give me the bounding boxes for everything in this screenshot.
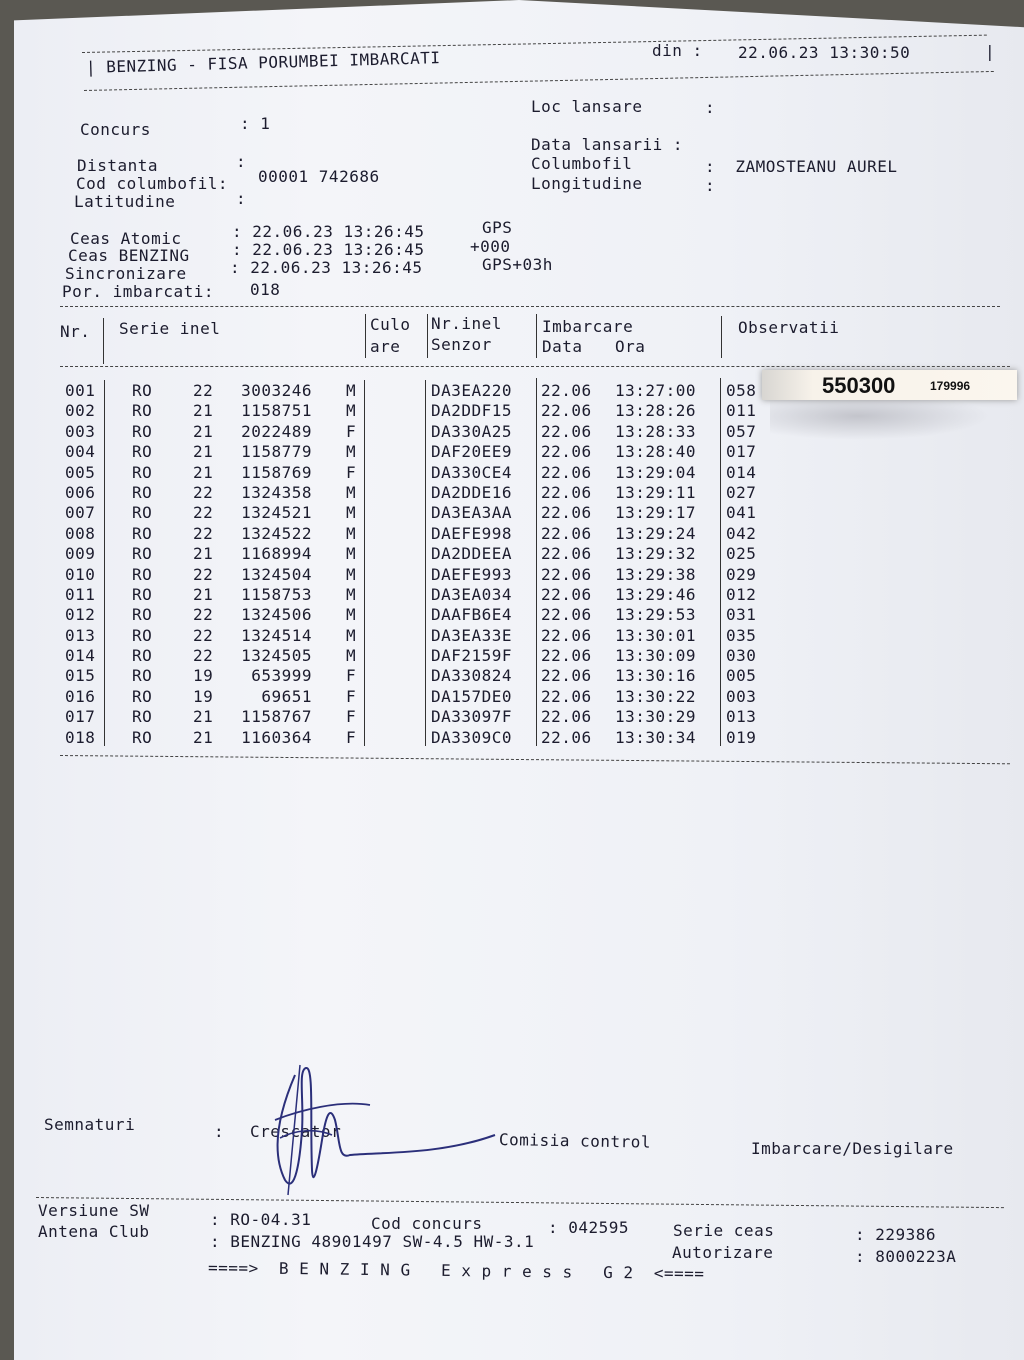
cell-ring-year: 22 (193, 564, 214, 584)
cell-basket-time: 13:30:29 (615, 707, 697, 727)
cell-sex: F (346, 727, 357, 747)
cell-sex: M (346, 523, 357, 543)
col-header-data: Data (542, 337, 583, 356)
cell-ring-year: 22 (193, 503, 214, 523)
cell-row-number: 016 (65, 686, 96, 706)
data-lansarii-label: Data lansarii : (531, 135, 683, 154)
concurs-value: : 1 (240, 114, 271, 133)
cell-basket-date: 22.06 (541, 523, 592, 543)
semnaturi-label: Semnaturi (44, 1115, 136, 1134)
cell-sex: M (346, 442, 357, 462)
sincronizare-extra: GPS+03h (482, 255, 553, 274)
ceas-atomic-value: : 22.06.23 13:26:45 (232, 222, 425, 241)
cod-columbofil-label: Cod columbofil: (76, 174, 228, 193)
cell-basket-date: 22.06 (541, 707, 592, 727)
cell-ring-number: 1158767 (241, 707, 312, 727)
autorizare-value: : 8000223A (855, 1247, 957, 1266)
cell-ring-number: 653999 (251, 666, 312, 686)
table-row (60, 728, 780, 748)
cell-row-number: 007 (65, 503, 96, 523)
ink-smudge (770, 400, 990, 440)
cell-row-number: 005 (65, 462, 96, 482)
cell-ring-country: RO (132, 523, 153, 543)
cell-basket-time: 13:29:46 (615, 584, 697, 604)
cell-basket-date: 22.06 (541, 727, 592, 747)
sincronizare-value: : 22.06.23 13:26:45 (230, 258, 423, 277)
cell-basket-time: 13:29:38 (615, 564, 697, 584)
antena-value: : BENZING 48901497 SW-4.5 HW-3.1 (210, 1232, 535, 1251)
cell-basket-date: 22.06 (541, 462, 592, 482)
versiune-label: Versiune SW (38, 1201, 150, 1220)
cell-sensor-ring: DAAFB6E4 (431, 605, 513, 625)
cell-ring-year: 21 (193, 707, 214, 727)
col-header-senzor: Senzor (431, 335, 492, 354)
cell-basket-time: 13:28:40 (615, 442, 697, 462)
cell-ring-year: 22 (193, 605, 214, 625)
columbofil-value: : ZAMOSTEANU AUREL (705, 157, 898, 176)
table-row (60, 483, 780, 503)
cell-basket-date: 22.06 (541, 401, 592, 421)
col-header-culoare-1: Culo (370, 315, 411, 334)
table-row (60, 524, 780, 544)
cell-basket-time: 13:29:04 (615, 462, 697, 482)
cell-basket-time: 13:29:17 (615, 503, 697, 523)
print-date: 22.06.23 13:30:50 (738, 43, 911, 62)
cell-ring-number: 1324504 (241, 564, 312, 584)
crescator-label: Crescator (250, 1122, 342, 1141)
cell-ring-country: RO (132, 381, 153, 400)
col-header-nr: Nr. (60, 322, 91, 341)
table-row (60, 707, 780, 727)
cell-sensor-ring: DA3EA034 (431, 584, 513, 604)
cell-sensor-ring: DA3309C0 (431, 727, 513, 747)
cell-row-number: 004 (65, 442, 96, 462)
cell-row-number: 017 (65, 707, 96, 727)
cell-ring-country: RO (132, 686, 153, 706)
cell-row-number: 015 (65, 666, 96, 686)
brand-line: ====> B E N Z I N G E x p r e s s G 2 <==== (207, 1258, 705, 1284)
cell-row-number: 010 (65, 564, 96, 584)
cell-basket-date: 22.06 (541, 584, 592, 604)
cell-ring-country: RO (132, 625, 153, 645)
cell-ring-year: 21 (193, 442, 214, 462)
cell-observation: 005 (726, 666, 757, 686)
cell-ring-year: 21 (193, 462, 214, 482)
cell-sensor-ring: DA330CE4 (431, 462, 513, 482)
table-row (60, 544, 780, 564)
table-row (60, 626, 780, 646)
table-row (60, 605, 780, 625)
cell-sex: M (346, 646, 357, 666)
cell-ring-year: 21 (193, 727, 214, 747)
col-divider (721, 316, 722, 358)
loc-lansare-label: Loc lansare (531, 97, 643, 116)
cod-concurs-value: : 042595 (548, 1218, 630, 1237)
cell-ring-year: 22 (193, 625, 214, 645)
cell-sensor-ring: DAF20EE9 (431, 442, 513, 462)
cell-ring-number: 1158751 (241, 401, 312, 421)
cell-ring-year: 19 (193, 666, 214, 686)
cell-basket-date: 22.06 (541, 686, 592, 706)
cod-concurs-label: Cod concurs (371, 1214, 483, 1233)
cell-basket-time: 13:29:24 (615, 523, 697, 543)
table-row (60, 401, 780, 421)
cell-basket-date: 22.06 (541, 605, 592, 625)
cell-ring-country: RO (132, 401, 153, 421)
cell-observation: 042 (726, 523, 757, 543)
cell-ring-number: 1160364 (241, 727, 312, 747)
cell-ring-year: 22 (193, 482, 214, 502)
table-row (60, 463, 780, 483)
cell-ring-number: 1324505 (241, 646, 312, 666)
longitudine-label: Longitudine (531, 174, 643, 193)
cell-sex: M (346, 564, 357, 584)
cell-observation: 058 (726, 381, 757, 400)
cell-observation: 003 (726, 686, 757, 706)
cell-ring-number: 1324358 (241, 482, 312, 502)
cell-ring-number: 1324514 (241, 625, 312, 645)
table-header-rule (60, 366, 1010, 367)
sticker-number: 550300 (822, 373, 896, 398)
cell-ring-number: 1158769 (241, 462, 312, 482)
cell-basket-time: 13:28:33 (615, 421, 697, 441)
cell-sensor-ring: DAEFE998 (431, 523, 513, 543)
cell-sex: F (346, 421, 357, 441)
cell-sensor-ring: DAEFE993 (431, 564, 513, 584)
cell-row-number: 008 (65, 523, 96, 543)
ceas-benzing-label: Ceas BENZING (68, 246, 190, 265)
cell-sex: F (346, 666, 357, 686)
cell-ring-country: RO (132, 564, 153, 584)
table-row (60, 442, 780, 462)
cell-ring-year: 21 (193, 544, 214, 564)
table-row (60, 585, 780, 605)
longitudine-sep: : (705, 176, 716, 195)
cell-sensor-ring: DA3EA33E (431, 625, 513, 645)
cell-ring-number: 2022489 (241, 421, 312, 441)
cell-row-number: 012 (65, 605, 96, 625)
cell-ring-country: RO (132, 421, 153, 441)
cell-sensor-ring: DAF2159F (431, 646, 513, 666)
ceas-atomic-extra: GPS (482, 218, 513, 237)
cell-basket-time: 13:29:53 (615, 605, 697, 625)
table-row (60, 687, 780, 707)
col-divider (365, 314, 366, 358)
cell-ring-number: 1158779 (241, 442, 312, 462)
barcode-sticker (762, 370, 1017, 400)
cell-basket-date: 22.06 (541, 544, 592, 564)
cell-ring-year: 21 (193, 421, 214, 441)
cell-basket-date: 22.06 (541, 381, 592, 400)
cell-ring-country: RO (132, 707, 153, 727)
cell-observation: 014 (726, 462, 757, 482)
cell-basket-date: 22.06 (541, 625, 592, 645)
table-row (60, 666, 780, 686)
concurs-label: Concurs (80, 120, 151, 139)
cell-row-number: 014 (65, 646, 96, 666)
cell-ring-country: RO (132, 584, 153, 604)
cell-row-number: 011 (65, 584, 96, 604)
cell-ring-country: RO (132, 605, 153, 625)
cell-basket-time: 13:30:34 (615, 727, 697, 747)
autorizare-label: Autorizare (672, 1243, 774, 1262)
cell-ring-number: 1324521 (241, 503, 312, 523)
cell-ring-number: 3003246 (241, 381, 312, 400)
cell-basket-time: 13:27:00 (615, 381, 697, 400)
col-divider (103, 318, 104, 364)
cell-basket-date: 22.06 (541, 646, 592, 666)
col-header-serie: Serie inel (119, 319, 221, 338)
cell-observation: 029 (726, 564, 757, 584)
cell-ring-number: 1158753 (241, 584, 312, 604)
cell-sex: M (346, 482, 357, 502)
cell-ring-country: RO (132, 666, 153, 686)
cell-ring-year: 19 (193, 686, 214, 706)
cell-ring-number: 1168994 (241, 544, 312, 564)
cell-ring-year: 22 (193, 646, 214, 666)
col-header-nrinel: Nr.inel (431, 314, 502, 333)
header-title: | BENZING - FISA PORUMBEI IMBARCATI (85, 48, 441, 77)
cell-basket-time: 13:30:22 (615, 686, 697, 706)
cell-basket-date: 22.06 (541, 482, 592, 502)
cell-observation: 019 (726, 727, 757, 747)
columbofil-label: Columbofil (531, 154, 633, 173)
cell-observation: 035 (726, 625, 757, 645)
cell-basket-time: 13:30:01 (615, 625, 697, 645)
cell-sensor-ring: DA3EA3AA (431, 503, 513, 523)
latitudine-sep: : (236, 189, 247, 208)
cell-ring-country: RO (132, 482, 153, 502)
cell-sensor-ring: DA33097F (431, 707, 513, 727)
col-divider (536, 314, 537, 358)
col-header-imbarcare: Imbarcare (542, 317, 634, 336)
cell-ring-number: 1324522 (241, 523, 312, 543)
sincronizare-label: Sincronizare (65, 264, 187, 283)
imbarcare-desigilare-label: Imbarcare/Desigilare (751, 1139, 954, 1158)
versiune-value: : RO-04.31 (210, 1210, 312, 1229)
cell-sensor-ring: DA330824 (431, 666, 513, 686)
cell-sex: M (346, 605, 357, 625)
cell-basket-time: 13:29:32 (615, 544, 697, 564)
cell-sensor-ring: DA2DDE16 (431, 482, 513, 502)
cell-sex: M (346, 544, 357, 564)
ceas-atomic-label: Ceas Atomic (70, 229, 182, 248)
cell-row-number: 003 (65, 421, 96, 441)
latitudine-label: Latitudine (74, 192, 176, 211)
table-row (60, 646, 780, 666)
cell-ring-year: 22 (193, 523, 214, 543)
serie-ceas-value: : 229386 (855, 1225, 937, 1244)
cell-row-number: 001 (65, 381, 96, 400)
cell-basket-date: 22.06 (541, 564, 592, 584)
cell-basket-time: 13:30:16 (615, 666, 697, 686)
cell-observation: 011 (726, 401, 757, 421)
cod-columbofil-value: 00001 742686 (258, 167, 380, 186)
print-date-label: din : (652, 41, 703, 60)
cell-sensor-ring: DA3EA220 (431, 381, 513, 400)
cell-basket-date: 22.06 (541, 503, 592, 523)
cell-sex: M (346, 584, 357, 604)
cell-ring-year: 21 (193, 584, 214, 604)
cell-observation: 041 (726, 503, 757, 523)
cell-ring-country: RO (132, 727, 153, 747)
cell-basket-time: 13:30:09 (615, 646, 697, 666)
table-row (60, 503, 780, 523)
serie-ceas-label: Serie ceas (673, 1221, 775, 1240)
cell-row-number: 006 (65, 482, 96, 502)
cell-sex: M (346, 381, 357, 400)
cell-observation: 025 (726, 544, 757, 564)
col-divider (427, 314, 428, 358)
cell-row-number: 002 (65, 401, 96, 421)
antena-label: Antena Club (38, 1222, 150, 1241)
cell-sex: M (346, 503, 357, 523)
col-header-ora: Ora (615, 337, 646, 356)
cell-observation: 030 (726, 646, 757, 666)
cell-ring-country: RO (132, 462, 153, 482)
table-top-rule (60, 306, 1000, 307)
cell-ring-country: RO (132, 646, 153, 666)
cell-row-number: 009 (65, 544, 96, 564)
col-header-culoare-2: are (370, 337, 401, 356)
table-row (60, 565, 780, 585)
ceas-benzing-value: : 22.06.23 13:26:45 (232, 240, 425, 259)
table-row (60, 381, 780, 401)
comisia-control-label: Comisia control (498, 1130, 652, 1152)
cell-observation: 013 (726, 707, 757, 727)
cell-basket-time: 13:28:26 (615, 401, 697, 421)
por-imbarcati-value: 018 (250, 280, 281, 299)
cell-sensor-ring: DA2DDEEA (431, 544, 513, 564)
cell-sex: F (346, 462, 357, 482)
ceas-benzing-extra: +000 (470, 237, 511, 256)
cell-sex: M (346, 625, 357, 645)
distanta-sep: : (236, 152, 247, 171)
cell-basket-date: 22.06 (541, 442, 592, 462)
cell-ring-year: 22 (193, 381, 214, 400)
cell-sex: F (346, 686, 357, 706)
cell-ring-country: RO (132, 442, 153, 462)
semnaturi-sep: : (214, 1122, 225, 1141)
cell-ring-country: RO (132, 544, 153, 564)
cell-row-number: 018 (65, 727, 96, 747)
cell-sex: F (346, 707, 357, 727)
cell-observation: 012 (726, 584, 757, 604)
cell-observation: 017 (726, 442, 757, 462)
por-imbarcati-label: Por. imbarcati: (62, 282, 214, 301)
cell-ring-year: 21 (193, 401, 214, 421)
cell-sensor-ring: DA2DDF15 (431, 401, 513, 421)
pigeon-table-body (60, 381, 780, 748)
cell-ring-number: 69651 (261, 686, 312, 706)
cell-observation: 057 (726, 421, 757, 441)
cell-sex: M (346, 401, 357, 421)
cell-ring-country: RO (132, 503, 153, 523)
distanta-label: Distanta (77, 156, 159, 175)
header-right-bar: | (985, 42, 996, 61)
cell-observation: 031 (726, 605, 757, 625)
cell-sensor-ring: DA330A25 (431, 421, 513, 441)
cell-observation: 027 (726, 482, 757, 502)
cell-ring-number: 1324506 (241, 605, 312, 625)
sticker-small-number: 179996 (930, 379, 971, 393)
loc-lansare-sep: : (705, 98, 716, 117)
cell-row-number: 013 (65, 625, 96, 645)
col-header-observatii: Observatii (738, 318, 840, 337)
cell-basket-time: 13:29:11 (615, 482, 697, 502)
cell-basket-date: 22.06 (541, 421, 592, 441)
cell-basket-date: 22.06 (541, 666, 592, 686)
table-row (60, 422, 780, 442)
cell-sensor-ring: DA157DE0 (431, 686, 513, 706)
handwritten-signature (240, 1060, 510, 1200)
